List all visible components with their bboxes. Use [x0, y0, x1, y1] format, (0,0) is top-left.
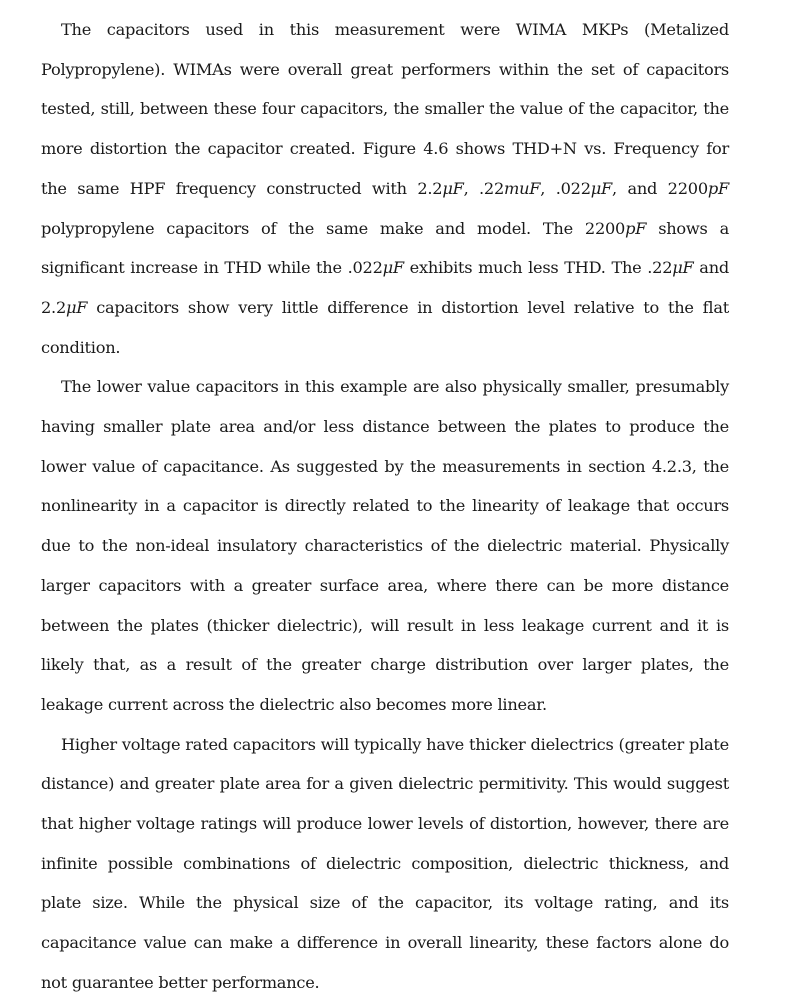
- text-segment: , and 2200: [612, 178, 708, 198]
- paragraph-physical-size: [41, 367, 729, 724]
- text-segment: shows a significant increase in THD while the .022: [41, 218, 729, 278]
- math-unit: μF: [590, 178, 613, 198]
- text-segment: The lower value capacitors in this example are also physically smaller, presumably having smaller plate area and/or less distance between the plates to produce the lower value of capacitance. As suggested by the measurements in section 4.2.3, the nonlinearity in a capacitor is directly related to the linearity of leakage that occurs due to the non-ideal insulatory characteristics of the dielectric material. Physically larger capacitors with a greater surface area, where there can be more distance between the plates (thicker dielectric), will result in less leakage current and it is likely that, as a result of the greater charge distribution over larger plates, the leakage current across the dielectric also becomes more linear.: [41, 377, 729, 714]
- math-unit: μF: [672, 258, 694, 278]
- paragraph-capacitor-comparison: [41, 10, 729, 367]
- paragraph-voltage-rating: [41, 725, 729, 1003]
- math-unit: μF: [382, 258, 404, 278]
- math-unit: muF: [504, 178, 541, 198]
- text-segment: , .22: [463, 178, 505, 198]
- text-segment: Higher voltage rated capacitors will typically have thicker dielectrics (greater plate distance) and greater plate area for a given dielectric permitivity. This would suggest that higher voltage ratings will produce lower levels of distortion, however, there are infinite possible combinations of dielectric composition, dielectric thickness, and plate size. While the physical size of the capacitor, its voltage rating, and its capacitance value can make a difference in overall linearity, these factors alone do not guarantee better performance.: [41, 734, 729, 992]
- math-unit: μF: [66, 297, 88, 317]
- document-page: [41, 10, 729, 1003]
- math-unit: μF: [442, 178, 464, 198]
- math-unit: pF: [707, 178, 729, 198]
- text-segment: , .022: [540, 178, 591, 198]
- text-segment: The capacitors used in this measurement were WIMA MKPs (Metalized Polypropylene). WIMAs were overall great performers within the set of capacitors tested, still, between these four capacitors, the smaller the value of the capacitor, the more distortion the capacitor created. Figure 4.6 shows THD+N vs. Frequency for the same HPF frequency constructed with 2.2: [41, 20, 729, 198]
- text-segment: capacitors show very little difference in distortion level relative to the flat condition.: [41, 297, 729, 357]
- math-unit: pF: [625, 218, 647, 238]
- text-segment: exhibits much less THD. The .22: [403, 258, 673, 278]
- text-segment: and 2.2: [41, 258, 729, 317]
- text-segment: polypropylene capacitors of the same make and model. The 2200: [41, 218, 626, 238]
